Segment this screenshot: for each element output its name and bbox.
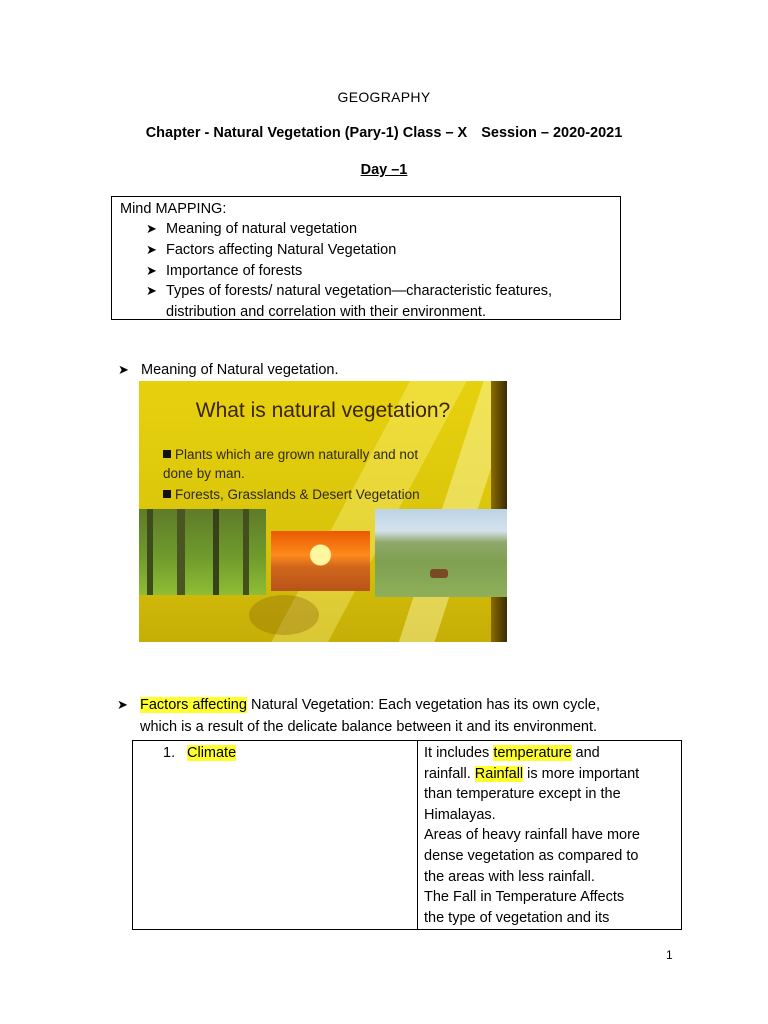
desc-text: the type of vegetation and its xyxy=(424,909,610,926)
factor-description xyxy=(418,741,681,928)
slide-point-continuation: done by man. xyxy=(163,466,245,481)
list-item xyxy=(120,240,612,261)
slide-points xyxy=(163,445,483,504)
list-item-text: Types of forests/ natural vegetation—characteristic features, xyxy=(166,283,553,300)
list-item xyxy=(120,261,612,282)
desc-text: rainfall. xyxy=(424,765,475,782)
desc-text: is more important xyxy=(523,765,640,782)
factors-paragraph xyxy=(117,694,700,738)
desc-text: than temperature except in the xyxy=(424,786,621,803)
factors-highlight: Factors affecting xyxy=(140,697,247,713)
subject-title: GEOGRAPHY xyxy=(337,89,431,105)
table-row xyxy=(133,741,682,930)
desc-highlight: Rainfall xyxy=(474,765,524,782)
horse-figure xyxy=(430,569,448,578)
desc-text: the areas with less rainfall. xyxy=(424,868,595,885)
desc-text: Areas of heavy rainfall have more xyxy=(424,827,640,844)
forest-photo xyxy=(139,509,266,595)
desc-highlight: temperature xyxy=(493,745,572,761)
list-item-text: Meaning of natural vegetation xyxy=(166,221,358,237)
factors-table xyxy=(132,740,682,930)
desc-text: It includes xyxy=(424,745,494,761)
mind-map-box xyxy=(111,196,621,320)
slide-point-text: Forests, Grasslands & Desert Vegetation xyxy=(175,487,420,502)
square-bullet-icon xyxy=(163,490,171,498)
slide-point xyxy=(163,485,483,504)
arrow-bullet-icon: ➤ xyxy=(146,241,157,257)
table-cell-factor xyxy=(133,741,418,930)
desc-text: The Fall in Temperature Affects xyxy=(424,889,625,906)
desc-text: and xyxy=(571,745,600,761)
day-label: Day –1 xyxy=(360,162,408,178)
slide-point-text: Plants which are grown naturally and not xyxy=(175,447,419,462)
list-item xyxy=(120,219,612,240)
arrow-bullet-icon: ➤ xyxy=(146,262,157,278)
session-label: Session – 2020-2021 xyxy=(481,125,623,141)
arrow-bullet-icon: ➤ xyxy=(118,362,129,377)
chapter-title xyxy=(0,125,768,141)
desert-photo xyxy=(271,531,370,591)
chapter-name: Chapter - Natural Vegetation (Pary-1) Class – X xyxy=(145,125,468,141)
arrow-bullet-icon: ➤ xyxy=(146,221,157,236)
desc-text: Himalayas. xyxy=(424,806,496,823)
row-number: 1. xyxy=(163,745,176,761)
mind-map-title: Mind MAPPING: xyxy=(120,201,227,217)
arrow-bullet-icon: ➤ xyxy=(117,697,128,712)
grassland-photo xyxy=(375,509,507,597)
list-item-text: Factors affecting Natural Vegetation xyxy=(166,241,397,258)
list-item xyxy=(120,281,612,323)
desc-text: dense vegetation as compared to xyxy=(424,847,639,864)
factors-line1: Natural Vegetation: Each vegetation has its own cycle, xyxy=(246,697,600,713)
square-bullet-icon xyxy=(163,450,171,458)
slide-title: What is natural vegetation? xyxy=(195,399,451,422)
meaning-heading xyxy=(118,359,339,381)
arrow-bullet-icon: ➤ xyxy=(146,283,157,299)
factors-line2: which is a result of the delicate balance between it and its environment. xyxy=(140,719,598,735)
factor-label: Climate xyxy=(187,745,237,761)
list-item-continuation: distribution and correlation with their environment. xyxy=(166,304,486,321)
natural-vegetation-slide-image xyxy=(139,381,507,642)
table-cell-description xyxy=(418,741,682,930)
meaning-heading-text: Meaning of Natural vegetation. xyxy=(141,362,339,378)
list-item-text: Importance of forests xyxy=(166,262,303,279)
mind-map-list xyxy=(120,219,612,323)
page-number: 1 xyxy=(666,948,673,962)
watermark-figure xyxy=(249,595,319,635)
slide-point xyxy=(163,445,483,464)
